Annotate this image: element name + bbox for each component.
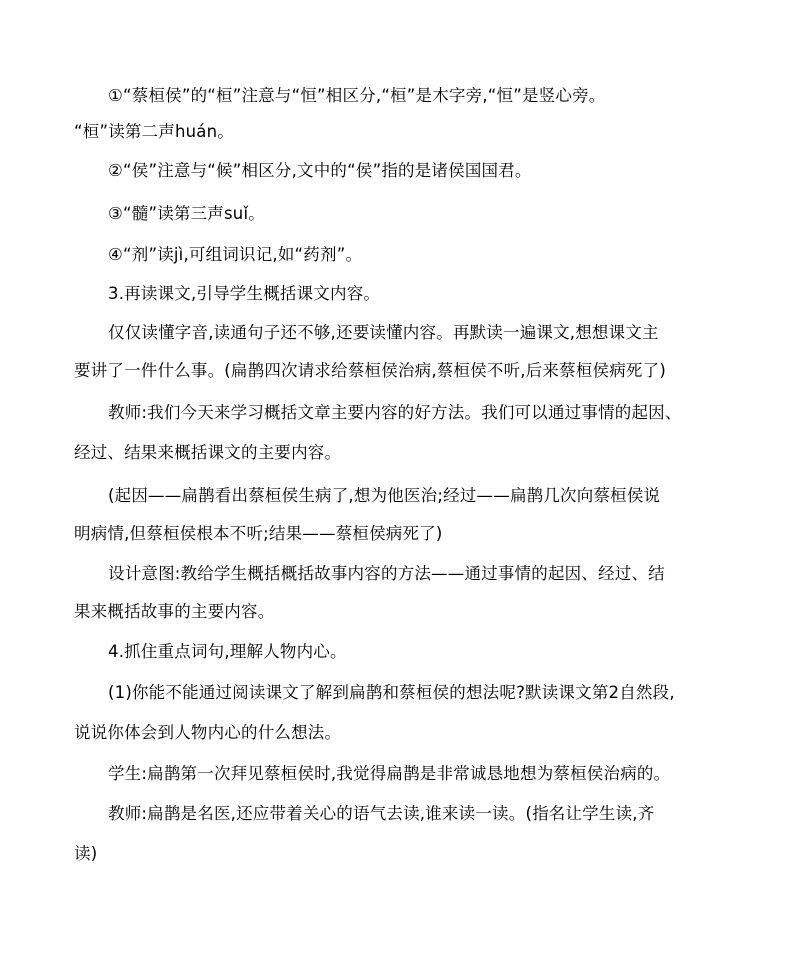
- section-heading: 3.再读课文,引导学生概括课文内容。: [108, 284, 381, 303]
- text-line: 教师:扁鹊是名医,还应带着关心的语气去读,谁来读一读。(指名让学生读,齐: [108, 804, 655, 823]
- text-line: (1)你能不能通过阅读课文了解到扁鹊和蔡桓侯的想法呢?默读课文第2自然段,: [108, 683, 675, 702]
- text-line: 教师:我们今天来学习概括文章主要内容的好方法。我们可以通过事情的起因、: [108, 403, 682, 422]
- text-line: 经过、结果来概括课文的主要内容。: [74, 443, 342, 462]
- text-line: ③“髓”读第三声suǐ。: [108, 204, 265, 223]
- text-line: 说说你体会到人物内心的什么想法。: [74, 723, 342, 742]
- text-line: ④“剂”读jì,可组词识记,如“药剂”。: [108, 245, 363, 264]
- text-line: 要讲了一件什么事。(扁鹊四次请求给蔡桓侯治病,蔡桓侯不听,后来蔡桓侯病死了): [74, 361, 666, 380]
- text-line: 果来概括故事的主要内容。: [74, 602, 275, 621]
- text-line: 设计意图:教给学生概括概括故事内容的方法——通过事情的起因、经过、结: [108, 564, 665, 583]
- text-line: 学生:扁鹊第一次拜见蔡桓侯时,我觉得扁鹊是非常诚恳地想为蔡桓侯治病的。: [108, 764, 671, 783]
- text-line: 仅仅读懂字音,读通句子还不够,还要读懂内容。再默读一遍课文,想想课文主: [108, 323, 659, 342]
- text-line: ②“侯”注意与“候”相区分,文中的“侯”指的是诸侯国国君。: [108, 161, 532, 180]
- text-line: (起因——扁鹊看出蔡桓侯生病了,想为他医治;经过——扁鹊几次向蔡桓侯说: [108, 486, 661, 505]
- text-line: ①“蔡桓侯”的“桓”注意与“恒”相区分,“桓”是木字旁,“恒”是竖心旁。: [108, 86, 606, 105]
- text-line: 明病情,但蔡桓侯根本不听;结果——蔡桓侯病死了): [74, 524, 443, 543]
- text-line: 读): [74, 844, 98, 863]
- section-heading: 4.抓住重点词句,理解人物内心。: [108, 642, 347, 661]
- text-line: “桓”读第二声huán。: [74, 122, 234, 141]
